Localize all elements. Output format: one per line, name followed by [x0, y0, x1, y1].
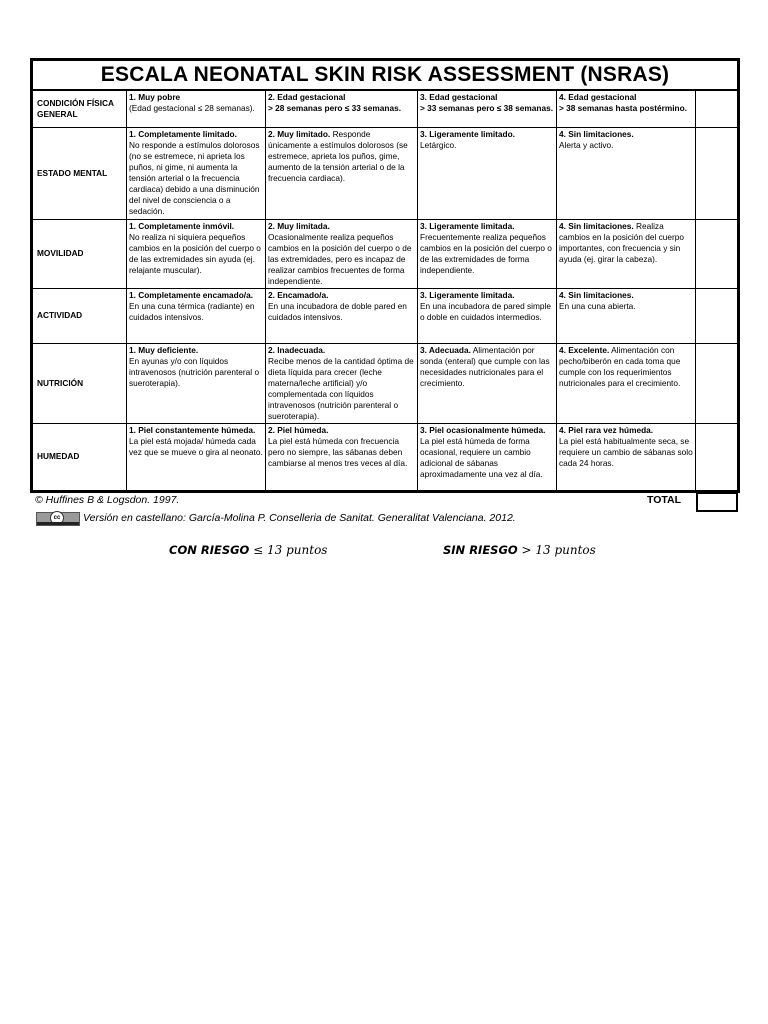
level-description: Alerta y activo. [559, 139, 614, 150]
table-row [32, 219, 739, 288]
level-label: 3. Adecuada. [420, 344, 471, 355]
score-cell-1 [127, 127, 266, 219]
level-label: 2. Edad gestacional [268, 92, 346, 102]
level-description: La piel está húmeda de forma ocasional, requiere un cambio adicional de sábanas aproximadamente una vez al día. [420, 435, 543, 479]
level-description: > 33 semanas pero ≤ 38 semanas. [420, 103, 554, 113]
level-label: 3. Edad gestacional [420, 92, 498, 102]
score-cell-4 [557, 343, 696, 423]
level-label: 4. Sin limitaciones. [559, 220, 634, 231]
score-cell-1 [127, 423, 266, 491]
level-label: 1. Completamente encamado/a. [129, 289, 254, 300]
category-label: MOVILIDAD [32, 219, 127, 288]
level-label: 1. Completamente inmóvil. [129, 220, 235, 231]
table-row [32, 288, 739, 343]
score-cell-3 [418, 127, 557, 219]
level-label: 2. Inadecuada. [268, 344, 326, 355]
score-cell-1 [127, 219, 266, 288]
score-cell-4 [557, 127, 696, 219]
table-row [32, 127, 739, 219]
score-cell-4 [557, 288, 696, 343]
with-risk-label: CON RIESGO [169, 543, 250, 557]
total-label: TOTAL [647, 494, 682, 506]
level-label: 1. Muy deficiente. [129, 344, 199, 355]
level-label: 1. Muy pobre [129, 92, 181, 102]
table-row [32, 90, 739, 127]
score-input-cell[interactable] [696, 219, 739, 288]
category-label: ACTIVIDAD [32, 288, 127, 343]
score-cell-3 [418, 90, 557, 127]
level-description: Alimentación por sonda (enteral) que cumple con las necesidades nutricionales para el crecimiento. [420, 344, 550, 388]
level-label: 3. Ligeramente limitada. [420, 220, 515, 231]
level-label: 1. Completamente limitado. [129, 128, 237, 139]
level-label: 4. Excelente. [559, 344, 610, 355]
footer-row [33, 492, 737, 510]
level-description: > 28 semanas pero ≤ 33 semanas. [268, 103, 402, 113]
score-input-cell[interactable] [696, 90, 739, 127]
with-risk-value: ≤ 13 puntos [253, 543, 328, 557]
score-cell-4 [557, 90, 696, 127]
score-cell-1 [127, 90, 266, 127]
level-description: La piel está habitualmente seca, se requiere un cambio de sábanas solo cada 24 horas. [559, 435, 693, 468]
score-cell-1 [127, 288, 266, 343]
level-label: 3. Ligeramente limitada. [420, 289, 515, 300]
score-cell-2 [266, 288, 418, 343]
score-cell-3 [418, 219, 557, 288]
level-label: 2. Piel húmeda. [268, 424, 329, 435]
table-row [32, 343, 739, 423]
level-description: > 38 semanas hasta postérmino. [559, 103, 687, 113]
level-label: 3. Ligeramente limitado. [420, 128, 515, 139]
level-description: Letárgico. [420, 139, 457, 150]
nsras-scale-sheet [30, 58, 737, 493]
level-description: Realiza cambios en la posición del cuerpo importantes, con frecuencia y sin ayuda (ej. girar la cabeza). [559, 220, 684, 264]
without-risk-label: SIN RIESGO [443, 543, 518, 557]
level-label: 2. Encamado/a. [268, 289, 329, 300]
level-description: No realiza ni siquiera pequeños cambios en la posición del cuerpo o de las extremidades sin ayuda (ej. relajante muscular). [129, 231, 261, 275]
level-description: No responde a estímulos dolorosos (no se estremece, ni aprieta los puños, ni gime, ni aumenta la tensión arterial o la frecuencia cardiaca) debido a una disminución del nivel de consciencia o a sedación. [129, 139, 260, 216]
level-label: 2. Muy limitada. [268, 220, 330, 231]
level-description: La piel está húmeda con frecuencia pero no siempre, las sábanas deben cambiarse al menos tres veces al día. [268, 435, 408, 468]
table-row [32, 423, 739, 491]
level-description: En una incubadora de pared simple o doble en cuidados intermedios. [420, 300, 551, 322]
category-label: HUMEDAD [32, 423, 127, 491]
copyright-text: © Huffines B & Logsdon. 1997. [35, 494, 180, 506]
level-label: 4. Edad gestacional [559, 92, 637, 102]
title-row [32, 60, 739, 91]
nsras-table [30, 58, 740, 493]
level-description: En una cuna abierta. [559, 300, 636, 311]
level-label: 4. Sin limitaciones. [559, 128, 634, 139]
score-cell-2 [266, 127, 418, 219]
score-cell-3 [418, 343, 557, 423]
score-cell-2 [266, 423, 418, 491]
version-credit: Versión en castellano: García-Molina P. Conselleria de Sanitat. Generalitat Valenciana. 2012. [83, 512, 516, 524]
level-label: 4. Sin limitaciones. [559, 289, 634, 300]
score-cell-4 [557, 219, 696, 288]
level-description: La piel está mojada/ húmeda cada vez que se mueve o gira al neonato. [129, 435, 263, 457]
level-label: 3. Piel ocasionalmente húmeda. [420, 424, 546, 435]
page-title: ESCALA NEONATAL SKIN RISK ASSESSMENT (NSRAS) [32, 60, 739, 91]
score-cell-3 [418, 288, 557, 343]
category-label: NUTRICIÓN [32, 343, 127, 423]
level-description: (Edad gestacional ≤ 28 semanas). [129, 103, 255, 113]
score-cell-1 [127, 343, 266, 423]
score-input-cell[interactable] [696, 127, 739, 219]
score-cell-4 [557, 423, 696, 491]
score-cell-2 [266, 343, 418, 423]
level-description: En una incubadora de doble pared en cuidados intensivos. [268, 300, 407, 322]
level-description: Recibe menos de la cantidad óptima de dieta líquida para crecer (leche materna/leche artificial) y/o complementada con líquidos intravenosos (nutrición parenteral o sueroterapia). [268, 355, 414, 421]
category-label: CONDICIÓN FÍSICA GENERAL [32, 90, 127, 127]
level-label: 1. Piel constantemente húmeda. [129, 424, 256, 435]
level-description: En una cuna térmica (radiante) en cuidados intensivos. [129, 300, 255, 322]
score-input-cell[interactable] [696, 423, 739, 491]
level-label: 2. Muy limitado. [268, 128, 331, 139]
score-input-cell[interactable] [696, 343, 739, 423]
level-description: Ocasionalmente realiza pequeños cambios en la posición del cuerpo o de las extremidades, pero es incapaz de realizar cambios frecuentes de forma independiente. [268, 231, 412, 286]
total-score-box[interactable] [696, 492, 738, 512]
category-label: ESTADO MENTAL [32, 127, 127, 219]
score-cell-3 [418, 423, 557, 491]
creative-commons-icon: cc [36, 512, 80, 526]
level-description: Responde únicamente a estímulos dolorosos (se estremece, aprieta los puños, gime, aumento de la tensión arterial o de la frecuencia cardiaca). [268, 128, 408, 183]
level-description: Alimentación con pecho/biberón en cada toma que cumple con los requerimientos nutricionales para el crecimiento. [559, 344, 681, 388]
level-description: Frecuentemente realiza pequeños cambios en la posición del cuerpo o de las extremidades de forma independiente. [420, 231, 552, 275]
without-risk-threshold [443, 543, 596, 557]
without-risk-value: > 13 puntos [521, 543, 596, 557]
score-cell-2 [266, 90, 418, 127]
score-input-cell[interactable] [696, 288, 739, 343]
level-description: En ayunas y/o con líquidos intravenosos (nutrición parenteral o sueroterapia). [129, 355, 260, 388]
level-label: 4. Piel rara vez húmeda. [559, 424, 654, 435]
score-cell-2 [266, 219, 418, 288]
with-risk-threshold [169, 543, 327, 557]
